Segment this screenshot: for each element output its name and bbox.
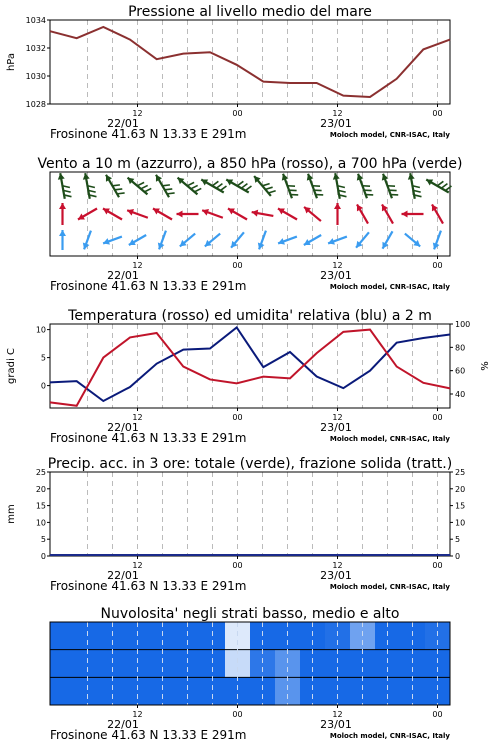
precip-location: Frosinone 41.63 N 13.33 E 291m bbox=[50, 579, 247, 593]
precip-y2-tick-label: 25 bbox=[455, 468, 466, 477]
precip-y-tick-label: 0 bbox=[40, 552, 46, 561]
pressure-y-tick-label: 1028 bbox=[25, 100, 46, 109]
cloud-cell-medio bbox=[50, 650, 76, 678]
cloud-cell-basso bbox=[400, 677, 426, 705]
pressure-date-1: 22/01 bbox=[107, 117, 139, 130]
humidity-y-tick-label: 100 bbox=[455, 320, 471, 329]
precip-x-tick-label: 12 bbox=[132, 561, 143, 570]
pressure-x-tick-label: 00 bbox=[432, 109, 443, 118]
pressure-title: Pressione al livello medio del mare bbox=[128, 4, 372, 20]
pressure-location: Frosinone 41.63 N 13.33 E 291m bbox=[50, 127, 247, 141]
cloud-cell-basso bbox=[300, 677, 326, 705]
precip-title: Precip. acc. in 3 ore: totale (verde), frazione solida (tratt.) bbox=[47, 456, 453, 472]
clouds-date-2: 23/01 bbox=[320, 718, 352, 731]
wind-x-tick-label: 00 bbox=[232, 261, 243, 270]
wind-date-1: 22/01 bbox=[107, 269, 139, 282]
humidity-y-tick-label: 40 bbox=[455, 390, 466, 399]
temperature-date-2: 23/01 bbox=[320, 421, 352, 434]
precip-y-tick-label: 25 bbox=[35, 468, 46, 477]
wind-x-tick-label: 00 bbox=[432, 261, 443, 270]
clouds-date-1: 22/01 bbox=[107, 718, 139, 731]
temperature-y-tick-label: 5 bbox=[40, 353, 46, 363]
clouds-location: Frosinone 41.63 N 13.33 E 291m bbox=[50, 728, 247, 742]
precip-x-tick-label: 00 bbox=[432, 561, 443, 570]
pressure-plot-area bbox=[50, 20, 450, 104]
wind-x-tick-label: 12 bbox=[332, 261, 343, 270]
pressure-x-tick-label: 12 bbox=[132, 109, 143, 118]
pressure-x-tick-label: 12 bbox=[332, 109, 343, 118]
temperature-x-tick-label: 12 bbox=[132, 413, 143, 422]
precip-y2-tick-label: 0 bbox=[455, 552, 461, 561]
temperature-date-1: 22/01 bbox=[107, 421, 139, 434]
precip-y2-tick-label: 5 bbox=[455, 535, 461, 545]
temperature-plot-area bbox=[50, 324, 450, 408]
precip-x-tick-label: 00 bbox=[232, 561, 243, 570]
temperature-location: Frosinone 41.63 N 13.33 E 291m bbox=[50, 431, 247, 445]
temperature-credit: Moloch model, CNR-ISAC, Italy bbox=[329, 435, 450, 443]
precip-y2-tick-label: 20 bbox=[455, 484, 466, 494]
precip-y2-tick-label: 10 bbox=[455, 518, 466, 528]
temperature-x-tick-label: 00 bbox=[232, 413, 243, 422]
pressure-x-tick-label: 00 bbox=[232, 109, 243, 118]
wind-date-2: 23/01 bbox=[320, 269, 352, 282]
temperature-x-tick-label: 12 bbox=[332, 413, 343, 422]
precip-date-1: 22/01 bbox=[107, 569, 139, 582]
clouds-x-tick-label: 12 bbox=[332, 710, 343, 719]
temperature-title: Temperatura (rosso) ed umidita' relativa (blu) a 2 m bbox=[68, 308, 432, 324]
wind-location: Frosinone 41.63 N 13.33 E 291m bbox=[50, 279, 247, 293]
precip-date-2: 23/01 bbox=[320, 569, 352, 582]
clouds-x-tick-label: 12 bbox=[132, 710, 143, 719]
cloud-cell-basso bbox=[50, 677, 76, 705]
temperature-y-tick-label: 10 bbox=[35, 325, 46, 335]
temperature-y-label: gradi C bbox=[6, 348, 17, 384]
cloud-cell-basso bbox=[75, 677, 101, 705]
pressure-y-label: hPa bbox=[6, 52, 17, 72]
precip-plot-area bbox=[50, 472, 450, 556]
precip-y-tick-label: 20 bbox=[35, 484, 46, 494]
cloud-cell-basso bbox=[225, 677, 251, 705]
cloud-cell-basso bbox=[250, 677, 276, 705]
wind-title: Vento a 10 m (azzurro), a 850 hPa (rosso), a 700 hPa (verde) bbox=[37, 156, 463, 172]
temperature-y-tick-label: 0 bbox=[40, 381, 46, 391]
cloud-cell-basso bbox=[425, 677, 451, 705]
precip-y2-tick-label: 15 bbox=[455, 501, 466, 511]
precip-credit: Moloch model, CNR-ISAC, Italy bbox=[329, 583, 450, 591]
pressure-date-2: 23/01 bbox=[320, 117, 352, 130]
cloud-cell-basso bbox=[375, 677, 401, 705]
pressure-y-tick-label: 1034 bbox=[25, 16, 46, 25]
cloud-cell-basso bbox=[100, 677, 126, 705]
precip-y-tick-label: 10 bbox=[35, 518, 46, 528]
clouds-x-tick-label: 00 bbox=[432, 710, 443, 719]
humidity-y-label: % bbox=[480, 361, 491, 371]
wind-credit: Moloch model, CNR-ISAC, Italy bbox=[329, 283, 450, 291]
cloud-cell-basso bbox=[325, 677, 351, 705]
wind-plot-area bbox=[50, 172, 450, 256]
cloud-cell-basso bbox=[350, 677, 376, 705]
pressure-credit: Moloch model, CNR-ISAC, Italy bbox=[329, 131, 450, 139]
cloud-cell-alto bbox=[50, 622, 76, 650]
cloud-cell-basso bbox=[175, 677, 201, 705]
precip-y-label: mm bbox=[6, 504, 17, 524]
temperature-x-tick-label: 00 bbox=[432, 413, 443, 422]
precip-y-tick-label: 5 bbox=[40, 535, 46, 545]
wind-x-tick-label: 12 bbox=[132, 261, 143, 270]
cloud-cell-basso bbox=[125, 677, 151, 705]
clouds-x-tick-label: 00 bbox=[232, 710, 243, 719]
cloud-cell-basso bbox=[150, 677, 176, 705]
humidity-y-tick-label: 60 bbox=[455, 366, 466, 376]
cloud-cell-basso bbox=[200, 677, 226, 705]
precip-x-tick-label: 12 bbox=[332, 561, 343, 570]
precip-y-tick-label: 15 bbox=[35, 501, 46, 511]
pressure-y-tick-label: 1032 bbox=[25, 44, 46, 53]
clouds-credit: Moloch model, CNR-ISAC, Italy bbox=[329, 732, 450, 740]
clouds-title: Nuvolosita' negli strati basso, medio e alto bbox=[100, 606, 400, 622]
cloud-cell-basso bbox=[275, 677, 301, 705]
pressure-y-tick-label: 1030 bbox=[25, 72, 46, 81]
humidity-y-tick-label: 80 bbox=[455, 343, 466, 353]
